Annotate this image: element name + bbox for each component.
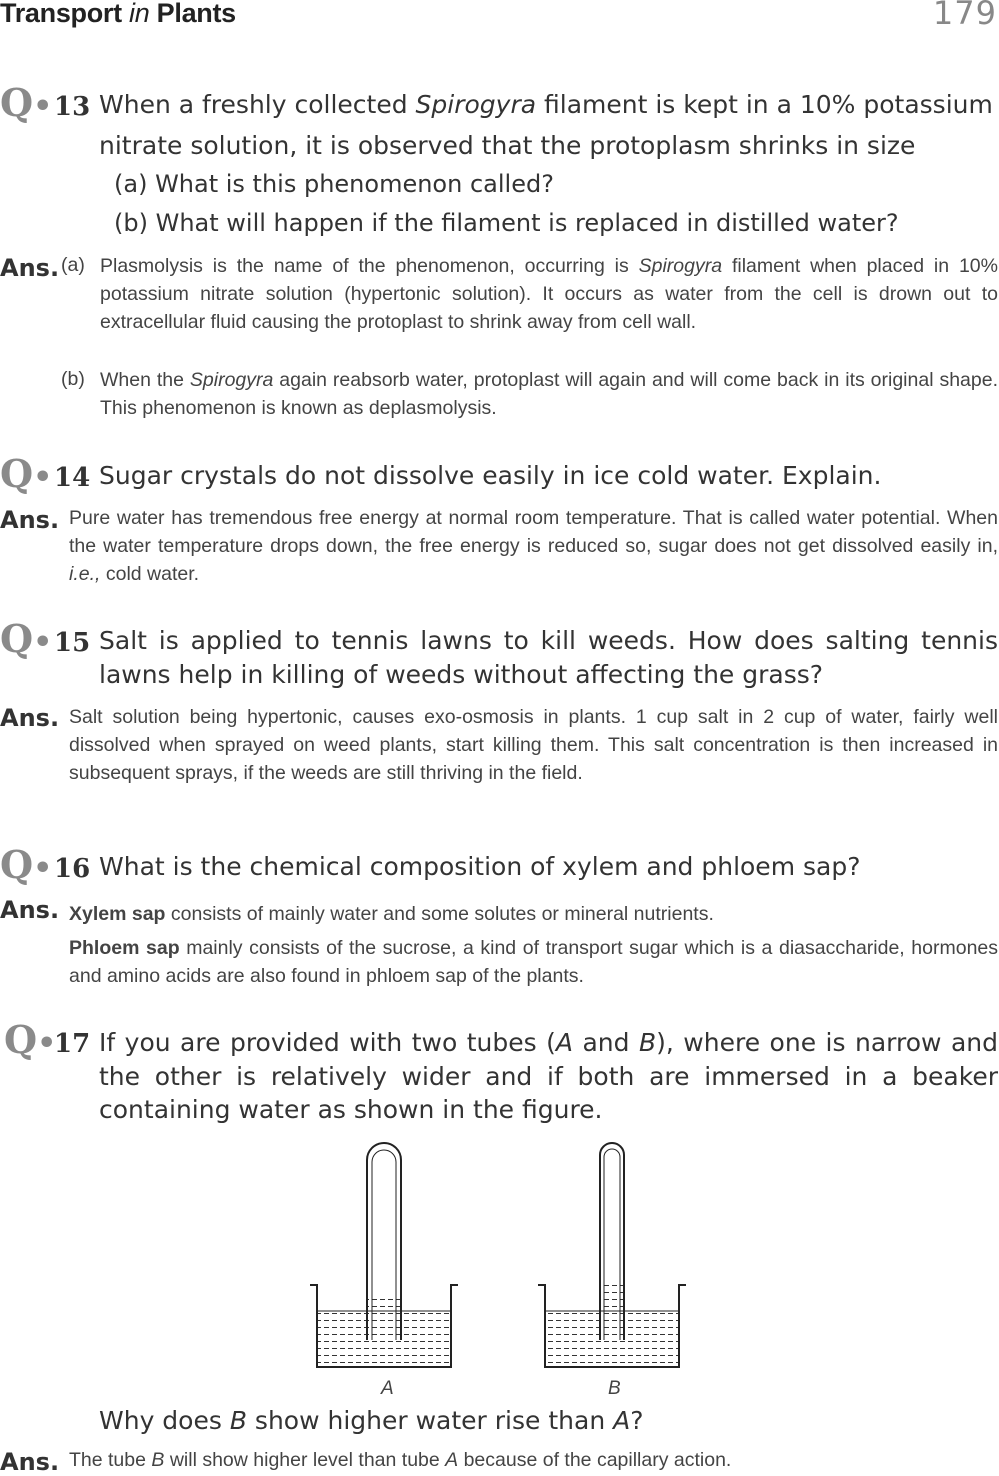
- answer-label: Ans.: [0, 704, 60, 732]
- answer-label: Ans.: [0, 1448, 60, 1476]
- question-number: 17: [54, 1029, 91, 1059]
- question-mark: Q•: [0, 80, 53, 125]
- beaker-b: [538, 1143, 686, 1367]
- question-number: 14: [54, 463, 91, 493]
- question-text: What is the chemical composition of xylem and phloem sap?: [99, 852, 861, 881]
- answer-text-a: Plasmolysis is the name of the phenomenon, occurring is Spirogyra filament when placed in 10% potassium nitrate solution (hypertonic solution). It occurs as water from the cell is drown out to extracellular fluid causing the protoplast to shrink away from cell wall.: [100, 255, 998, 333]
- answer-label: Ans.: [0, 254, 60, 282]
- question-mark: Q•: [0, 616, 53, 661]
- page-number: 179: [932, 0, 997, 32]
- question-text-line2: the other is relatively wider and if both are immersed in a beaker: [99, 1062, 998, 1091]
- question-14: [0, 451, 53, 496]
- answer-sub-label-b: (b): [61, 368, 85, 390]
- answer-phloem: Phloem sap mainly consists of the sucrose, a kind of transport sugar which is a diasaccharide, hormones and amino acids are also found in phloem sap of the plants.: [69, 937, 999, 987]
- figure-label-b: B: [608, 1378, 621, 1399]
- answer-sub-label-a: (a): [61, 254, 85, 276]
- question-number: 15: [54, 628, 91, 658]
- question-text: When a freshly collected Spirogyra filament is kept in a 10% potassium: [99, 90, 993, 119]
- answer-label: Ans.: [0, 506, 60, 534]
- chapter-title: Transport in Plants: [0, 0, 236, 28]
- question-text: Salt is applied to tennis lawns to kill weeds. How does salting tennis: [99, 626, 998, 655]
- question-number: 16: [54, 854, 91, 884]
- question-text-line2: lawns help in killing of weeds without affecting the grass?: [99, 660, 824, 689]
- question-text-line2: nitrate solution, it is observed that the protoplasm shrinks in size: [99, 131, 916, 160]
- answer-text: The tube B will show higher level than tube A because of the capillary action.: [69, 1449, 732, 1471]
- question-why: Why does B show higher water rise than A?: [99, 1406, 644, 1435]
- question-text: If you are provided with two tubes (A and B), where one is narrow and: [99, 1028, 998, 1057]
- question-13: [0, 80, 53, 125]
- figure-label-a: A: [381, 1378, 394, 1399]
- capillary-figure: [300, 1135, 710, 1375]
- question-number: 13: [54, 92, 91, 122]
- question-sub-a: (a) What is this phenomenon called?: [114, 170, 554, 198]
- question-15: [0, 616, 53, 661]
- answer-text-b: When the Spirogyra again reabsorb water, protoplast will again and will come back in its original shape. This phenomenon is known as deplasmolysis.: [100, 369, 999, 419]
- question-sub-b: (b) What will happen if the filament is replaced in distilled water?: [114, 209, 899, 237]
- question-mark: Q•: [0, 451, 53, 496]
- answer-label: Ans.: [0, 896, 60, 924]
- answer-xylem: Xylem sap consists of mainly water and some solutes or mineral nutrients.: [69, 903, 714, 925]
- question-text: Sugar crystals do not dissolve easily in ice cold water. Explain.: [99, 461, 882, 490]
- answer-text: Pure water has tremendous free energy at normal room temperature. That is called water potential. When the water temperature drops down, the free energy is reduced so, sugar does not get dissolved easily in, i.e., cold water.: [69, 507, 998, 585]
- question-mark: Q•: [0, 842, 53, 887]
- beaker-a: [310, 1143, 458, 1367]
- question-mark: Q•: [4, 1017, 57, 1062]
- answer-text: Salt solution being hypertonic, causes exo-osmosis in plants. 1 cup salt in 2 cup of water, fairly well dissolved when sprayed on weed plants, start killing them. This salt concentration is then increased in subsequent sprays, if the weeds are still thriving in the field.: [69, 706, 998, 784]
- question-16: [0, 842, 53, 887]
- question-text-line3: containing water as shown in the figure.: [99, 1095, 603, 1124]
- question-17: [4, 1017, 57, 1062]
